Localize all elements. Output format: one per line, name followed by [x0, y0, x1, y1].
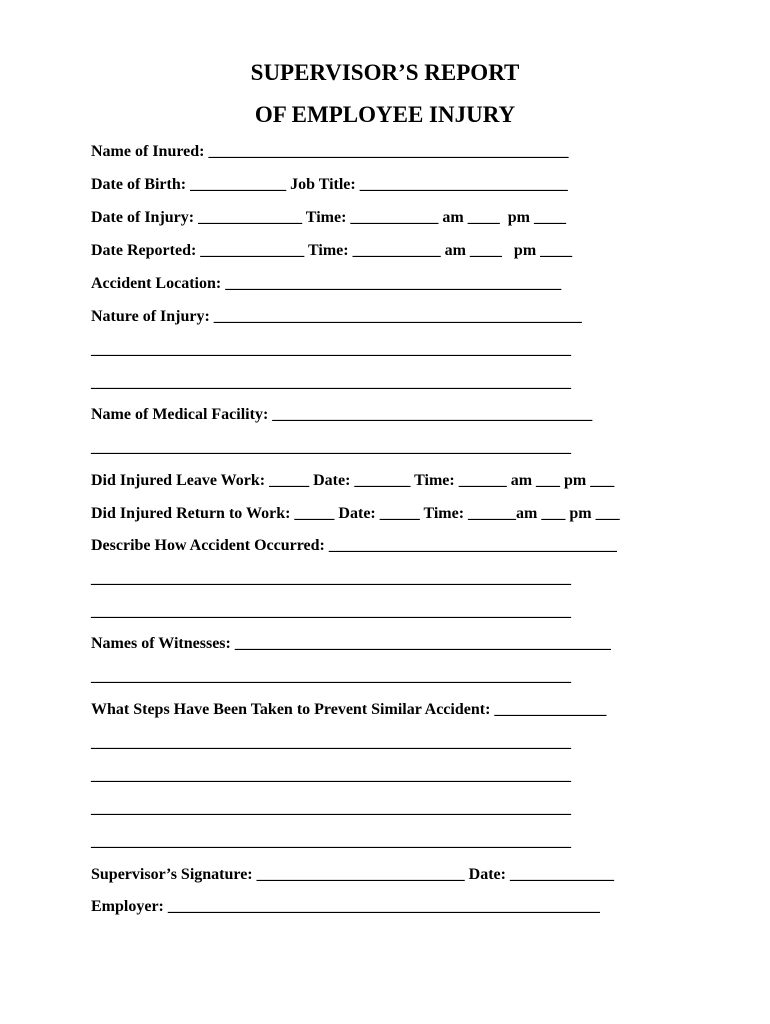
date-reported-time-field[interactable]: Date Reported: _____________ Time: ___________ am ____ pm ____	[91, 242, 573, 259]
nature-of-injury-blank-line[interactable]: ____________________________________________________________	[91, 341, 571, 358]
prevention-steps-blank-line[interactable]: ____________________________________________________________	[91, 734, 571, 751]
report-title-line-2: OF EMPLOYEE INJURY	[254, 102, 516, 127]
date-of-birth-job-title-field[interactable]: Date of Birth: ____________ Job Title: __________________________	[91, 176, 568, 193]
medical-facility-field[interactable]: Name of Medical Facility: ________________________________________	[91, 406, 593, 423]
witnesses-blank-line[interactable]: ____________________________________________________________	[91, 668, 571, 685]
prevention-steps-blank-line[interactable]: ____________________________________________________________	[91, 767, 571, 784]
accident-description-blank-line[interactable]: ____________________________________________________________	[91, 570, 571, 587]
supervisor-signature-date-field[interactable]: Supervisor’s Signature: __________________________ Date: _____________	[91, 866, 614, 883]
prevention-steps-blank-line[interactable]: ____________________________________________________________	[91, 800, 571, 817]
returned-to-work-field[interactable]: Did Injured Return to Work: _____ Date: _____ Time: ______am ___ pm ___	[91, 505, 620, 522]
report-title-line-1: SUPERVISOR’S REPORT	[250, 60, 520, 85]
date-of-injury-time-field[interactable]: Date of Injury: _____________ Time: ___________ am ____ pm ____	[91, 209, 566, 226]
witnesses-field[interactable]: Names of Witnesses: _______________________________________________	[91, 635, 611, 652]
name-of-injured-field[interactable]: Name of Inured: _____________________________________________	[91, 143, 569, 160]
medical-facility-blank-line[interactable]: ____________________________________________________________	[91, 439, 571, 456]
accident-description-blank-line[interactable]: ____________________________________________________________	[91, 603, 571, 620]
nature-of-injury-field[interactable]: Nature of Injury: ______________________________________________	[91, 308, 582, 325]
nature-of-injury-blank-line[interactable]: ____________________________________________________________	[91, 374, 571, 391]
prevention-steps-blank-line[interactable]: ____________________________________________________________	[91, 833, 571, 850]
accident-description-field[interactable]: Describe How Accident Occurred: ____________________________________	[91, 537, 617, 554]
employer-field[interactable]: Employer: ______________________________________________________	[91, 898, 600, 915]
prevention-steps-field[interactable]: What Steps Have Been Taken to Prevent Similar Accident: ______________	[91, 701, 607, 718]
accident-location-field[interactable]: Accident Location: __________________________________________	[91, 275, 562, 292]
left-work-field[interactable]: Did Injured Leave Work: _____ Date: _______ Time: ______ am ___ pm ___	[91, 472, 615, 489]
